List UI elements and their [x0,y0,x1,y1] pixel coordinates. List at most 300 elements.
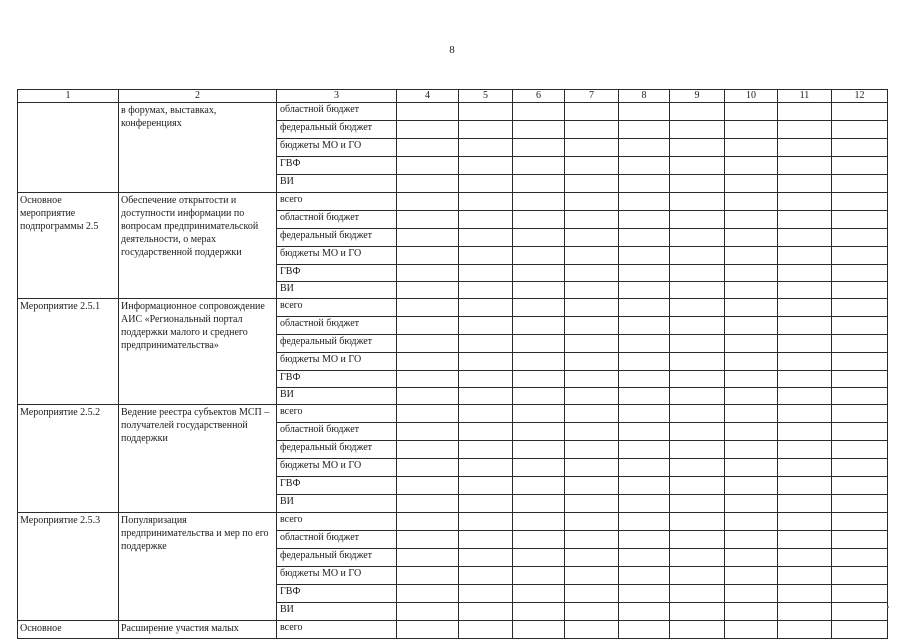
value-cell [397,621,459,639]
value-cell [459,299,513,317]
value-cell [619,603,670,621]
activity-code: Основное мероприятие подпрограммы 2.5 [18,193,119,299]
value-cell [397,388,459,405]
table-row [18,513,888,531]
table-row [18,103,888,121]
value-cell [778,495,832,513]
value-cell [565,603,619,621]
table-row [18,193,888,211]
header-cell: 6 [513,90,565,103]
value-cell [513,513,565,531]
value-cell [397,317,459,335]
value-cell [513,459,565,477]
value-cell [397,121,459,139]
value-cell [619,103,670,121]
funding-source: всего [277,513,397,531]
value-cell [832,157,888,175]
value-cell [619,265,670,282]
funding-source: ГВФ [277,371,397,388]
value-cell [725,603,778,621]
value-cell [513,585,565,603]
value-cell [725,247,778,265]
value-cell [397,405,459,423]
value-cell [459,211,513,229]
value-cell [619,495,670,513]
value-cell [725,211,778,229]
value-cell [778,175,832,193]
funding-source: бюджеты МО и ГО [277,353,397,371]
value-cell [670,353,725,371]
value-cell [832,495,888,513]
header-cell: 7 [565,90,619,103]
value-cell [725,229,778,247]
value-cell [832,603,888,621]
value-cell [619,335,670,353]
funding-source: областной бюджет [277,317,397,335]
value-cell [832,335,888,353]
activity-description: Ведение реестра субъектов МСП – получателей государственной поддержки [119,405,277,513]
value-cell [565,299,619,317]
value-cell [619,621,670,639]
value-cell [565,495,619,513]
value-cell [397,567,459,585]
value-cell [619,317,670,335]
value-cell [670,531,725,549]
value-cell [725,371,778,388]
value-cell [778,157,832,175]
value-cell [778,423,832,441]
value-cell [670,335,725,353]
value-cell [619,282,670,299]
funding-source: ГВФ [277,585,397,603]
value-cell [565,317,619,335]
value-cell [670,371,725,388]
table-body [18,103,888,639]
header-cell: 11 [778,90,832,103]
value-cell [397,495,459,513]
activity-code: Мероприятие 2.5.1 [18,299,119,405]
header-cell: 2 [119,90,277,103]
value-cell [513,265,565,282]
value-cell [778,265,832,282]
value-cell [670,405,725,423]
funding-source: всего [277,193,397,211]
funding-source: ВИ [277,175,397,193]
value-cell [565,282,619,299]
value-cell [832,229,888,247]
value-cell [832,299,888,317]
value-cell [832,211,888,229]
value-cell [725,121,778,139]
value-cell [670,299,725,317]
value-cell [513,388,565,405]
value-cell [619,299,670,317]
value-cell [832,371,888,388]
value-cell [459,549,513,567]
value-cell [397,299,459,317]
value-cell [778,299,832,317]
value-cell [778,513,832,531]
value-cell [778,335,832,353]
value-cell [513,282,565,299]
value-cell [619,477,670,495]
value-cell [670,121,725,139]
value-cell [513,157,565,175]
value-cell [670,513,725,531]
value-cell [832,531,888,549]
table-row [18,405,888,423]
value-cell [513,211,565,229]
value-cell [619,549,670,567]
value-cell [725,103,778,121]
value-cell [778,282,832,299]
value-cell [670,567,725,585]
value-cell [397,585,459,603]
value-cell [619,247,670,265]
value-cell [565,405,619,423]
value-cell [459,335,513,353]
value-cell [565,585,619,603]
activity-description: Информационное сопровождение АИС «Региональный портал поддержки малого и среднего предпринимательства» [119,299,277,405]
value-cell [565,265,619,282]
value-cell [565,441,619,459]
header-cell: 9 [670,90,725,103]
value-cell [619,441,670,459]
value-cell [832,405,888,423]
value-cell [670,247,725,265]
value-cell [670,157,725,175]
value-cell [397,103,459,121]
value-cell [459,247,513,265]
value-cell [565,193,619,211]
value-cell [619,423,670,441]
value-cell [513,603,565,621]
value-cell [565,371,619,388]
value-cell [725,585,778,603]
value-cell [619,371,670,388]
value-cell [832,388,888,405]
value-cell [459,139,513,157]
value-cell [397,477,459,495]
value-cell [670,549,725,567]
scan-speck [887,606,889,608]
value-cell [670,621,725,639]
value-cell [565,335,619,353]
value-cell [832,265,888,282]
value-cell [725,513,778,531]
value-cell [565,139,619,157]
value-cell [725,405,778,423]
value-cell [670,459,725,477]
value-cell [397,265,459,282]
value-cell [513,405,565,423]
value-cell [725,459,778,477]
value-cell [725,193,778,211]
value-cell [513,353,565,371]
value-cell [778,353,832,371]
activity-description: Популяризация предпринимательства и мер по его поддержке [119,513,277,621]
value-cell [832,513,888,531]
value-cell [397,423,459,441]
value-cell [725,175,778,193]
value-cell [565,531,619,549]
activity-description: Обеспечение открытости и доступности информации по вопросам предпринимательской деятельности, о мерах государственной поддержки [119,193,277,299]
funding-source: ГВФ [277,157,397,175]
value-cell [832,567,888,585]
value-cell [619,211,670,229]
funding-source: федеральный бюджет [277,121,397,139]
value-cell [459,317,513,335]
value-cell [619,353,670,371]
value-cell [619,388,670,405]
value-cell [459,513,513,531]
value-cell [513,317,565,335]
table-row [18,621,888,639]
value-cell [565,353,619,371]
budget-table [17,89,888,639]
funding-source: бюджеты МО и ГО [277,247,397,265]
funding-source: федеральный бюджет [277,335,397,353]
value-cell [459,103,513,121]
activity-code: Основное [18,621,119,639]
value-cell [832,621,888,639]
value-cell [832,459,888,477]
funding-source: ВИ [277,282,397,299]
funding-source: областной бюджет [277,531,397,549]
value-cell [397,282,459,299]
value-cell [397,229,459,247]
value-cell [397,175,459,193]
value-cell [459,229,513,247]
value-cell [670,265,725,282]
value-cell [565,247,619,265]
value-cell [513,531,565,549]
value-cell [778,139,832,157]
value-cell [725,477,778,495]
value-cell [670,423,725,441]
funding-source: областной бюджет [277,211,397,229]
value-cell [459,585,513,603]
header-cell: 5 [459,90,513,103]
value-cell [725,282,778,299]
value-cell [832,121,888,139]
value-cell [459,405,513,423]
value-cell [397,139,459,157]
funding-source: бюджеты МО и ГО [277,139,397,157]
value-cell [397,335,459,353]
value-cell [725,567,778,585]
value-cell [832,175,888,193]
value-cell [725,495,778,513]
value-cell [619,175,670,193]
value-cell [832,585,888,603]
value-cell [670,585,725,603]
value-cell [565,621,619,639]
value-cell [565,423,619,441]
value-cell [459,495,513,513]
value-cell [725,388,778,405]
value-cell [459,388,513,405]
header-cell: 10 [725,90,778,103]
value-cell [513,423,565,441]
value-cell [832,549,888,567]
value-cell [397,353,459,371]
value-cell [670,477,725,495]
value-cell [778,405,832,423]
funding-source: ГВФ [277,265,397,282]
funding-source: бюджеты МО и ГО [277,567,397,585]
value-cell [565,175,619,193]
value-cell [459,621,513,639]
value-cell [619,139,670,157]
funding-source: ВИ [277,603,397,621]
value-cell [513,621,565,639]
value-cell [670,282,725,299]
value-cell [670,175,725,193]
value-cell [513,335,565,353]
value-cell [832,247,888,265]
value-cell [670,388,725,405]
value-cell [619,157,670,175]
header-cell: 3 [277,90,397,103]
value-cell [565,103,619,121]
value-cell [670,441,725,459]
value-cell [619,405,670,423]
value-cell [725,423,778,441]
table-row [18,299,888,317]
activity-description: в форумах, выставках, конференциях [119,103,277,193]
value-cell [397,459,459,477]
value-cell [459,193,513,211]
value-cell [832,139,888,157]
value-cell [778,441,832,459]
value-cell [670,103,725,121]
value-cell [725,531,778,549]
value-cell [513,103,565,121]
value-cell [619,585,670,603]
value-cell [397,513,459,531]
value-cell [725,335,778,353]
value-cell [459,265,513,282]
value-cell [565,229,619,247]
value-cell [459,282,513,299]
value-cell [459,353,513,371]
header-cell: 8 [619,90,670,103]
value-cell [565,549,619,567]
value-cell [832,317,888,335]
value-cell [725,299,778,317]
header-cell: 4 [397,90,459,103]
value-cell [565,157,619,175]
value-cell [459,175,513,193]
value-cell [619,229,670,247]
header-cell: 12 [832,90,888,103]
funding-source: федеральный бюджет [277,549,397,567]
value-cell [670,495,725,513]
value-cell [459,531,513,549]
value-cell [459,157,513,175]
value-cell [670,229,725,247]
value-cell [565,567,619,585]
value-cell [778,567,832,585]
value-cell [397,157,459,175]
value-cell [778,477,832,495]
value-cell [459,121,513,139]
funding-source: федеральный бюджет [277,229,397,247]
value-cell [619,121,670,139]
value-cell [832,193,888,211]
funding-source: федеральный бюджет [277,441,397,459]
funding-source: бюджеты МО и ГО [277,459,397,477]
value-cell [513,121,565,139]
value-cell [513,495,565,513]
value-cell [397,193,459,211]
activity-code: Мероприятие 2.5.3 [18,513,119,621]
value-cell [513,139,565,157]
value-cell [513,175,565,193]
value-cell [397,549,459,567]
value-cell [565,477,619,495]
value-cell [725,621,778,639]
funding-source: областной бюджет [277,103,397,121]
value-cell [619,513,670,531]
value-cell [459,423,513,441]
activity-code [18,103,119,193]
value-cell [725,353,778,371]
value-cell [565,121,619,139]
value-cell [832,103,888,121]
value-cell [565,388,619,405]
value-cell [670,193,725,211]
funding-source: всего [277,299,397,317]
value-cell [565,513,619,531]
value-cell [778,371,832,388]
value-cell [397,371,459,388]
value-cell [513,193,565,211]
value-cell [513,229,565,247]
value-cell [778,585,832,603]
value-cell [725,139,778,157]
value-cell [670,603,725,621]
value-cell [513,549,565,567]
value-cell [459,477,513,495]
value-cell [670,139,725,157]
funding-source: областной бюджет [277,423,397,441]
header-cell: 1 [18,90,119,103]
value-cell [397,531,459,549]
header-row [18,90,888,103]
value-cell [778,603,832,621]
value-cell [513,247,565,265]
value-cell [778,531,832,549]
value-cell [778,388,832,405]
value-cell [670,211,725,229]
value-cell [619,459,670,477]
value-cell [397,603,459,621]
value-cell [513,567,565,585]
value-cell [832,477,888,495]
value-cell [565,459,619,477]
activity-description: Расширение участия малых [119,621,277,639]
value-cell [778,229,832,247]
value-cell [725,157,778,175]
value-cell [670,317,725,335]
value-cell [832,282,888,299]
value-cell [778,317,832,335]
funding-source: ВИ [277,495,397,513]
value-cell [832,353,888,371]
funding-source: ГВФ [277,477,397,495]
